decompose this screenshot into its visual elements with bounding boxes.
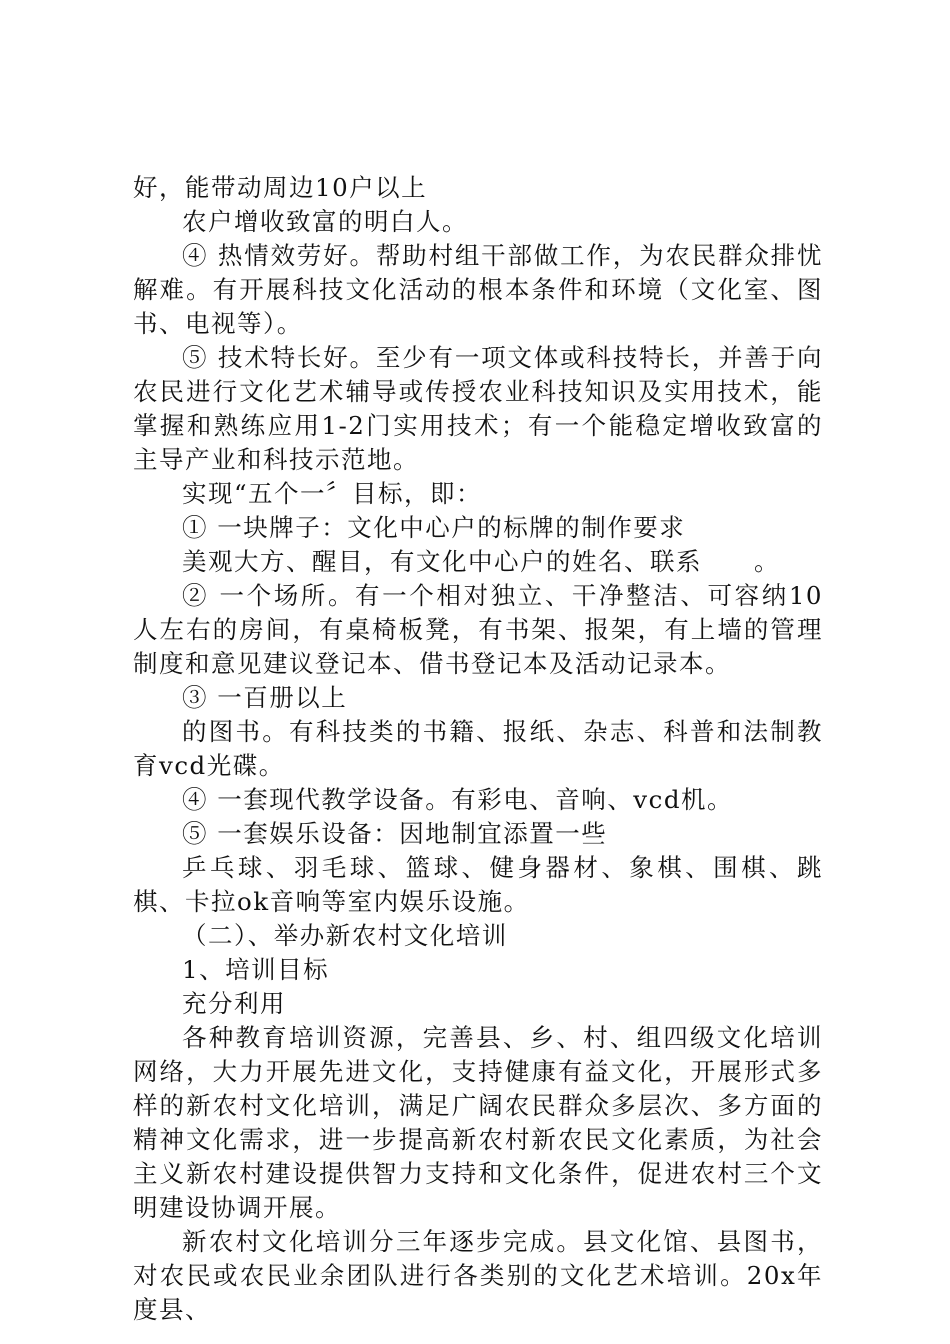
paragraph-9: ③ 一百册以上 [182, 683, 348, 712]
paragraph-11: ④ 一套现代教学设备。有彩电、音响、vcd机。 [182, 785, 734, 814]
paragraph-8: ② 一个场所。有一个相对独立、干净整洁、可容纳10人左右的房间，有桌椅板凳，有书架、报架，有上墙的管理制度和意见建议登记本、借书登记本及活动记录本。 [133, 581, 823, 678]
paragraph-2: 农户增收致富的明白人。 [182, 207, 468, 236]
paragraph-4: ⑤ 技术特长好。至少有一项文体或科技特长，并善于向农民进行文化艺术辅导或传授农业科技知识及实用技术，能掌握和熟练应用1-2门实用技术；有一个能稳定增收致富的主导产业和科技示范地。 [133, 343, 823, 474]
paragraph-6: ① 一块牌子：文化中心户的标牌的制作要求 [182, 513, 686, 542]
paragraph-1: 好，能带动周边10户以上 [133, 173, 428, 202]
paragraph-17: 各种教育培训资源，完善县、乡、村、组四级文化培训网络，大力开展先进文化，支持健康有益文化，开展形式多样的新农村文化培训，满足广阔农民群众多层次、多方面的精神文化需求，进一步提高新农村新农民文化素质，为社会主义新农村建设提供智力支持和文化条件，促进农村三个文明建设协调开展。 [133, 1023, 823, 1222]
paragraph-16: 充分利用 [182, 989, 286, 1018]
paragraph-12: ⑤ 一套娱乐设备：因地制宜添置一些 [182, 819, 608, 848]
paragraph-7: 美观大方、醒目，有文化中心户的姓名、联系 。 [182, 547, 780, 576]
subsection-heading: 1、培训目标 [182, 955, 330, 984]
paragraph-3: ④ 热情效劳好。帮助村组干部做工作，为农民群众排忧解难。有开展科技文化活动的根本条件和环境（文化室、图书、电视等）。 [133, 241, 823, 338]
paragraph-13: 乒乓球、羽毛球、篮球、健身器材、象棋、围棋、跳棋、卡拉ok音响等室内娱乐设施。 [133, 853, 823, 916]
document-body [133, 171, 823, 1327]
paragraph-10: 的图书。有科技类的书籍、报纸、杂志、科普和法制教育vcd光碟。 [133, 717, 823, 780]
paragraph-18: 新农村文化培训分三年逐步完成。县文化馆、县图书，对农民或农民业余团队进行各类别的文化艺术培训。20x年度县、 [133, 1227, 823, 1324]
section-heading: （二）、举办新农村文化培训 [182, 921, 508, 950]
paragraph-5: 实现“五个一〞目标，即： [182, 479, 483, 508]
